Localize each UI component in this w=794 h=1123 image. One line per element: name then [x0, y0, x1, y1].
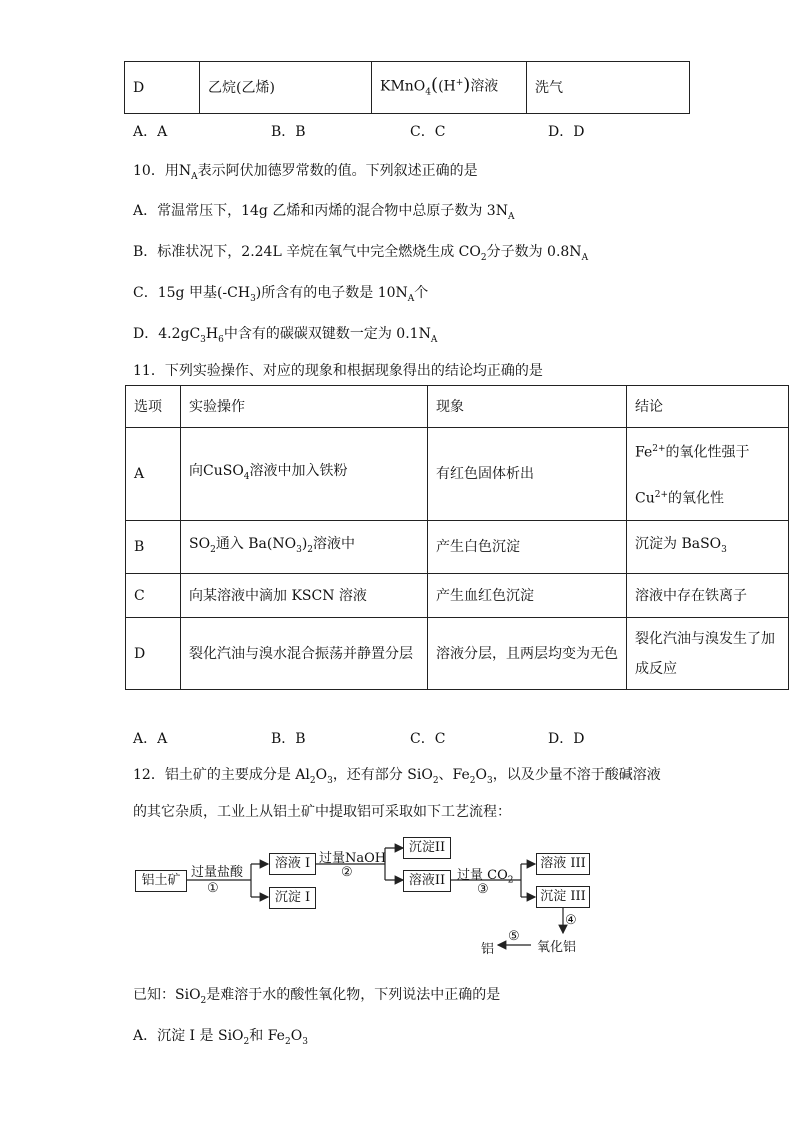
cell-phenomenon: 溶液分层，且两层均变为无色 — [428, 618, 627, 690]
cell-operation: 向CuSO$_4$溶液中加入铁粉 — [181, 428, 428, 521]
q10-option-c[interactable]: C．15g 甲基$(-CH_3)$所含有的电子数是 $10N_A$个 — [133, 285, 429, 304]
cell-conclusion: 沉淀为 BaSO$_3$ — [627, 521, 789, 574]
label-step4: ④ — [565, 913, 577, 928]
box-solution-3: 溶液 III — [536, 853, 590, 875]
header-conclusion: 结论 — [627, 386, 789, 428]
label-excess-co2: 过量 $CO_2$ — [457, 868, 514, 886]
top-table — [124, 61, 690, 114]
box-precipitate-1: 沉淀 I — [269, 887, 316, 909]
q12-stem-line2: 的其它杂质，工业上从铝土矿中提取铝可采取如下工艺流程： — [133, 804, 511, 820]
option-b[interactable]: B．B — [271, 731, 306, 747]
cell-method: 洗气 — [527, 62, 690, 114]
cell-substance: 乙烷(乙烯) — [200, 62, 372, 114]
box-solution-1: 溶液 I — [269, 853, 316, 875]
header-option: 选项 — [126, 386, 181, 428]
process-flow-diagram — [133, 835, 593, 960]
label-excess-hcl: 过量盐酸 — [191, 865, 244, 880]
q10-option-a[interactable]: A．常温常压下，14g 乙烯和丙烯的混合物中总原子数为 $3N_A$ — [133, 203, 515, 222]
cell-option: A — [126, 428, 181, 521]
box-precipitate-2: 沉淀II — [403, 837, 451, 859]
cell-option: B — [126, 521, 181, 574]
table-row — [126, 521, 789, 574]
box-bauxite: 铝土矿 — [135, 870, 187, 892]
cell-reagent: KMnO$_4$((H+)溶液 — [372, 62, 527, 114]
header-phenomenon: 现象 — [428, 386, 627, 428]
table-row — [126, 428, 789, 521]
cell-option: D — [126, 618, 181, 690]
label-step1: ① — [207, 881, 219, 896]
table-row — [125, 62, 690, 114]
q10-stem: 10．用$N_A$表示阿伏加德罗常数的值。下列叙述正确的是 — [133, 163, 478, 182]
cell-phenomenon: 产生白色沉淀 — [428, 521, 627, 574]
table-row — [126, 574, 789, 618]
option-d[interactable]: D．D — [548, 731, 585, 747]
option-a[interactable]: A．A — [133, 731, 168, 747]
box-precipitate-3: 沉淀 III — [536, 886, 590, 908]
option-a[interactable]: A．A — [133, 124, 168, 140]
cell-phenomenon: 产生血红色沉淀 — [428, 574, 627, 618]
q12-known: 已知：SiO$_2$是难溶于水的酸性氧化物，下列说法中正确的是 — [133, 987, 501, 1006]
label-step5: ⑤ — [508, 929, 520, 944]
option-c[interactable]: C．C — [410, 124, 446, 140]
label-aluminum: 铝 — [481, 942, 495, 957]
q11-table — [125, 385, 789, 690]
cell-conclusion: $Fe^{2+}$的氧化性强于 $Cu^{2+}$的氧化性 — [627, 428, 789, 521]
cell-conclusion: 溶液中存在铁离子 — [627, 574, 789, 618]
header-operation: 实验操作 — [181, 386, 428, 428]
cell-operation: $SO_2$通入 $Ba(NO_3)_2$溶液中 — [181, 521, 428, 574]
table-header-row — [126, 386, 789, 428]
option-b[interactable]: B．B — [271, 124, 306, 140]
label-excess-naoh: 过量NaOH — [319, 851, 387, 866]
cell-conclusion: 裂化汽油与溴发生了加 成反应 — [627, 618, 789, 690]
cell-operation: 向某溶液中滴加 KSCN 溶液 — [181, 574, 428, 618]
q10-option-b[interactable]: B．标准状况下，2.24L 辛烷在氧气中完全燃烧生成 $CO_2$分子数为 $0.8N_A$ — [133, 244, 589, 263]
table-row — [126, 618, 789, 690]
box-solution-2: 溶液II — [403, 870, 451, 892]
cell-option: C — [126, 574, 181, 618]
q11-stem: 11．下列实验操作、对应的现象和根据现象得出的结论均正确的是 — [133, 363, 543, 379]
option-c[interactable]: C．C — [410, 731, 446, 747]
q12-option-a[interactable]: A．沉淀 I 是 SiO$_2$和 $Fe_2O_3$ — [133, 1028, 308, 1047]
label-alumina: 氧化铝 — [537, 940, 577, 955]
q10-option-d[interactable]: D．$4.2gC_3H_6$中含有的碳碳双键数一定为 $0.1N_A$ — [133, 326, 438, 345]
label-step3: ③ — [477, 882, 489, 897]
option-d[interactable]: D．D — [548, 124, 585, 140]
cell-phenomenon: 有红色固体析出 — [428, 428, 627, 521]
cell-operation: 裂化汽油与溴水混合振荡并静置分层 — [181, 618, 428, 690]
q12-stem-line1: 12．铝土矿的主要成分是 $Al_2O_3$，还有部分 SiO$_2$、$Fe_2O_3$，以及少量不溶于酸碱溶液 — [133, 767, 661, 786]
label-step2: ② — [341, 865, 353, 880]
cell-option: D — [125, 62, 200, 114]
